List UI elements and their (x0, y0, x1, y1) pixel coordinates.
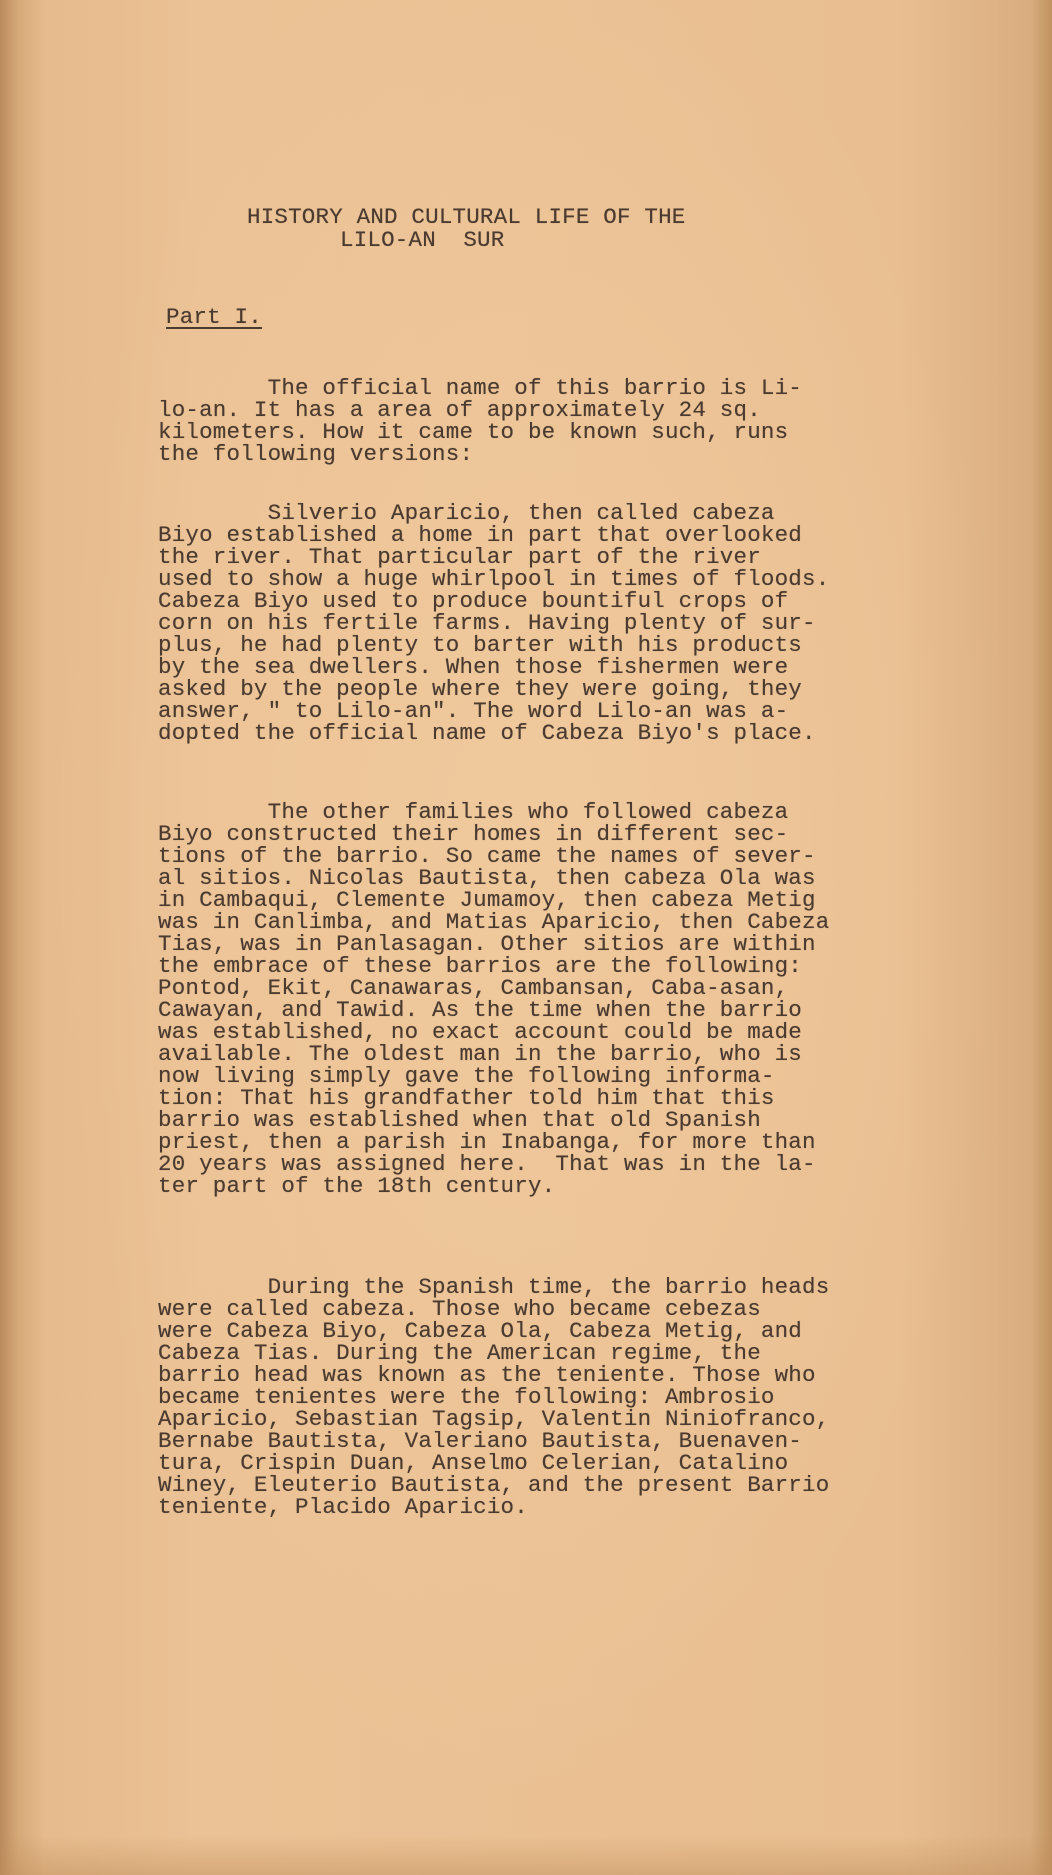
text-line: Cawayan, and Tawid. As the time when the barrio (158, 997, 803, 1023)
text-line: 20 years was assigned here. That was in the la- (158, 1151, 816, 1177)
text-line: Biyo constructed their homes in different sec- (158, 821, 789, 847)
paragraph-cabeza-biyo (158, 502, 829, 744)
text-line: Cabeza Tias. During the American regime, the (158, 1340, 761, 1366)
text-line: During the Spanish time, the barrio heads (158, 1274, 830, 1300)
text-line: Bernabe Bautista, Valeriano Bautista, Buenaven- (158, 1428, 803, 1454)
text-line: the following versions: (158, 441, 474, 467)
text-line: was established, no exact account could be made (158, 1019, 803, 1045)
text-line: Winey, Eleuterio Bautista, and the present Barrio (158, 1472, 830, 1498)
text-line: the river. That particular part of the river (158, 544, 761, 570)
text-line: used to show a huge whirlpool in times of floods. (158, 566, 830, 592)
text-line: Aparicio, Sebastian Tagsip, Valentin Niniofranco, (158, 1406, 830, 1432)
text-line: lo-an. It has a area of approximately 24 sq. (158, 397, 761, 423)
text-line: Cabeza Biyo used to produce bountiful crops of (158, 588, 789, 614)
text-line: tions of the barrio. So came the names of sever- (158, 843, 816, 869)
text-line: al sitios. Nicolas Bautista, then cabeza Ola was (158, 865, 816, 891)
text-line: barrio head was known as the teniente. Those who (158, 1362, 816, 1388)
text-line: were Cabeza Biyo, Cabeza Ola, Cabeza Metig, and (158, 1318, 803, 1344)
text-line: Tias, was in Panlasagan. Other sitios are within (158, 931, 816, 957)
text-line: tion: That his grandfather told him that this (158, 1085, 775, 1111)
paragraph-barrio-heads (158, 1276, 829, 1518)
text-line: tura, Crispin Duan, Anselmo Celerian, Catalino (158, 1450, 789, 1476)
text-line: The official name of this barrio is Li- (158, 375, 803, 401)
text-line: dopted the official name of Cabeza Biyo's place. (158, 720, 816, 746)
part-heading: Part I. (166, 304, 262, 330)
text-line: were called cabeza. Those who became cebezas (158, 1296, 761, 1322)
text-line: kilometers. How it came to be known such, runs (158, 419, 789, 445)
text-line: plus, he had plenty to barter with his products (158, 632, 803, 658)
document-title-line-1: HISTORY AND CULTURAL LIFE OF THE (247, 204, 686, 230)
text-line: Pontod, Ekit, Canawaras, Cambansan, Caba-asan, (158, 975, 789, 1001)
paragraph-sitios (158, 801, 829, 1197)
text-line: became tenientes were the following: Ambrosio (158, 1384, 775, 1410)
text-line: the embrace of these barrios are the following: (158, 953, 803, 979)
text-line: ter part of the 18th century. (158, 1173, 556, 1199)
text-line: barrio was established when that old Spanish (158, 1107, 761, 1133)
text-line: Biyo established a home in part that overlooked (158, 522, 803, 548)
text-line: corn on his fertile farms. Having plenty of sur- (158, 610, 816, 636)
paragraph-official-name (158, 377, 802, 465)
text-line: by the sea dwellers. When those fishermen were (158, 654, 789, 680)
text-line: The other families who followed cabeza (158, 799, 789, 825)
text-line: available. The oldest man in the barrio, who is (158, 1041, 803, 1067)
text-line: asked by the people where they were going, they (158, 676, 803, 702)
text-line: answer, " to Lilo-an". The word Lilo-an was a- (158, 698, 789, 724)
document-title-line-2: LILO-AN SUR (340, 227, 505, 253)
text-line: now living simply gave the following informa- (158, 1063, 775, 1089)
text-line: Silverio Aparicio, then called cabeza (158, 500, 775, 526)
text-line: was in Canlimba, and Matias Aparicio, then Cabeza (158, 909, 830, 935)
text-line: in Cambaqui, Clemente Jumamoy, then cabeza Metig (158, 887, 816, 913)
text-line: priest, then a parish in Inabanga, for more than (158, 1129, 816, 1155)
text-line: teniente, Placido Aparicio. (158, 1494, 528, 1520)
